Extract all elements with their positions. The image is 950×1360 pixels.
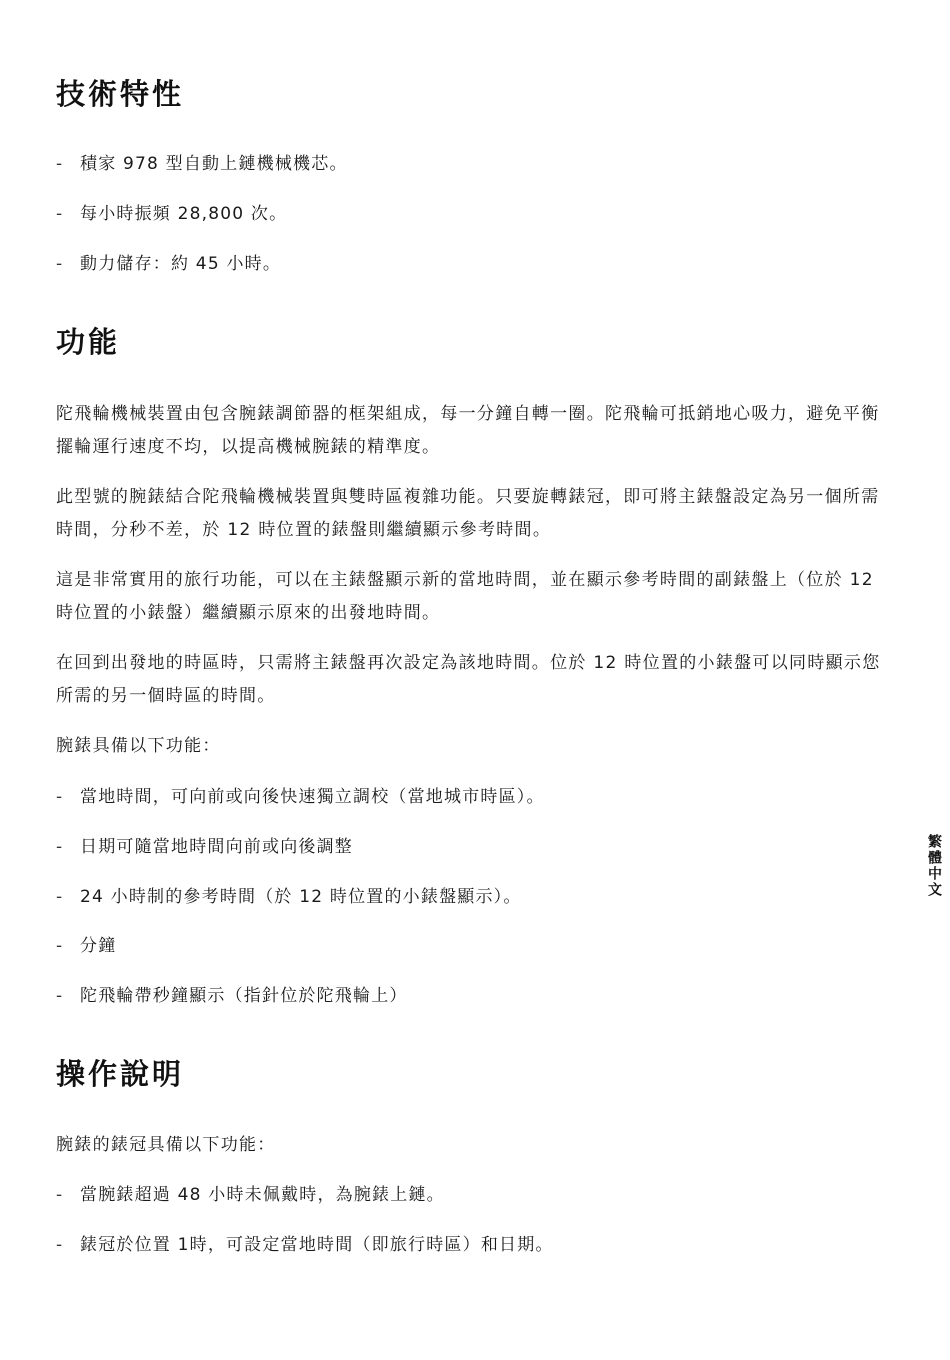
list-item (56, 251, 281, 277)
paragraph: 腕錶具備以下功能： (56, 736, 221, 756)
section-title-operation: 操作說明 (56, 1057, 185, 1091)
list-item-text: 動力儲存：約 45 小時。 (80, 254, 282, 274)
bullet-dash: - (56, 887, 64, 907)
list-item-text: 當地時間，可向前或向後快速獨立調校（當地城市時區）。 (80, 787, 545, 807)
bullet-dash: - (56, 986, 64, 1006)
bullet-dash: - (56, 787, 64, 807)
section-title-tech: 技術特性 (56, 77, 185, 111)
paragraph: 此型號的腕錶結合陀飛輪機械裝置與雙時區複雜功能。只要旋轉錶冠，即可將主錶盤設定為另一個所需時間，分秒不差，於 12 時位置的錶盤則繼續顯示參考時間。 (56, 487, 880, 540)
language-side-label: 繁體中文 (926, 834, 942, 898)
paragraph: 腕錶的錶冠具備以下功能： (56, 1135, 276, 1155)
list-item-text: 陀飛輪帶秒鐘顯示（指針位於陀飛輪上） (80, 986, 408, 1006)
bullet-dash: - (56, 837, 64, 857)
list-item (56, 784, 545, 810)
paragraph: 陀飛輪機械裝置由包含腕錶調節器的框架組成，每一分鐘自轉一圈。陀飛輪可抵銷地心吸力，避免平衡擺輪運行速度不均，以提高機械腕錶的精準度。 (56, 404, 880, 457)
list-item (56, 983, 408, 1009)
list-item-text: 日期可隨當地時間向前或向後調整 (80, 837, 353, 857)
list-item (56, 151, 348, 177)
list-item (56, 1232, 554, 1258)
list-item (56, 834, 353, 860)
list-item-text: 當腕錶超過 48 小時未佩戴時，為腕錶上鏈。 (80, 1185, 445, 1205)
list-item-text: 分鐘 (80, 936, 117, 956)
bullet-dash: - (56, 936, 64, 956)
list-item-text: 每小時振頻 28,800 次。 (80, 204, 288, 224)
list-item (56, 884, 522, 910)
list-item-text: 積家 978 型自動上鏈機械機芯。 (80, 154, 348, 174)
bullet-dash: - (56, 1185, 64, 1205)
list-item-text: 24 小時制的參考時間（於 12 時位置的小錶盤顯示）。 (80, 887, 522, 907)
list-item (56, 933, 116, 959)
paragraph: 在回到出發地的時區時，只需將主錶盤再次設定為該地時間。位於 12 時位置的小錶盤可以同時顯示您所需的另一個時區的時間。 (56, 653, 881, 706)
bullet-dash: - (56, 204, 64, 224)
section-title-function: 功能 (56, 325, 121, 359)
paragraph: 這是非常實用的旅行功能，可以在主錶盤顯示新的當地時間，並在顯示參考時間的副錶盤上（位於 12 時位置的小錶盤）繼續顯示原來的出發地時間。 (56, 570, 874, 623)
bullet-dash: - (56, 254, 64, 274)
bullet-dash: - (56, 154, 64, 174)
list-item (56, 201, 287, 227)
list-item (56, 1182, 445, 1208)
list-item-text: 錶冠於位置 1時，可設定當地時間（即旅行時區）和日期。 (80, 1235, 554, 1255)
bullet-dash: - (56, 1235, 64, 1255)
